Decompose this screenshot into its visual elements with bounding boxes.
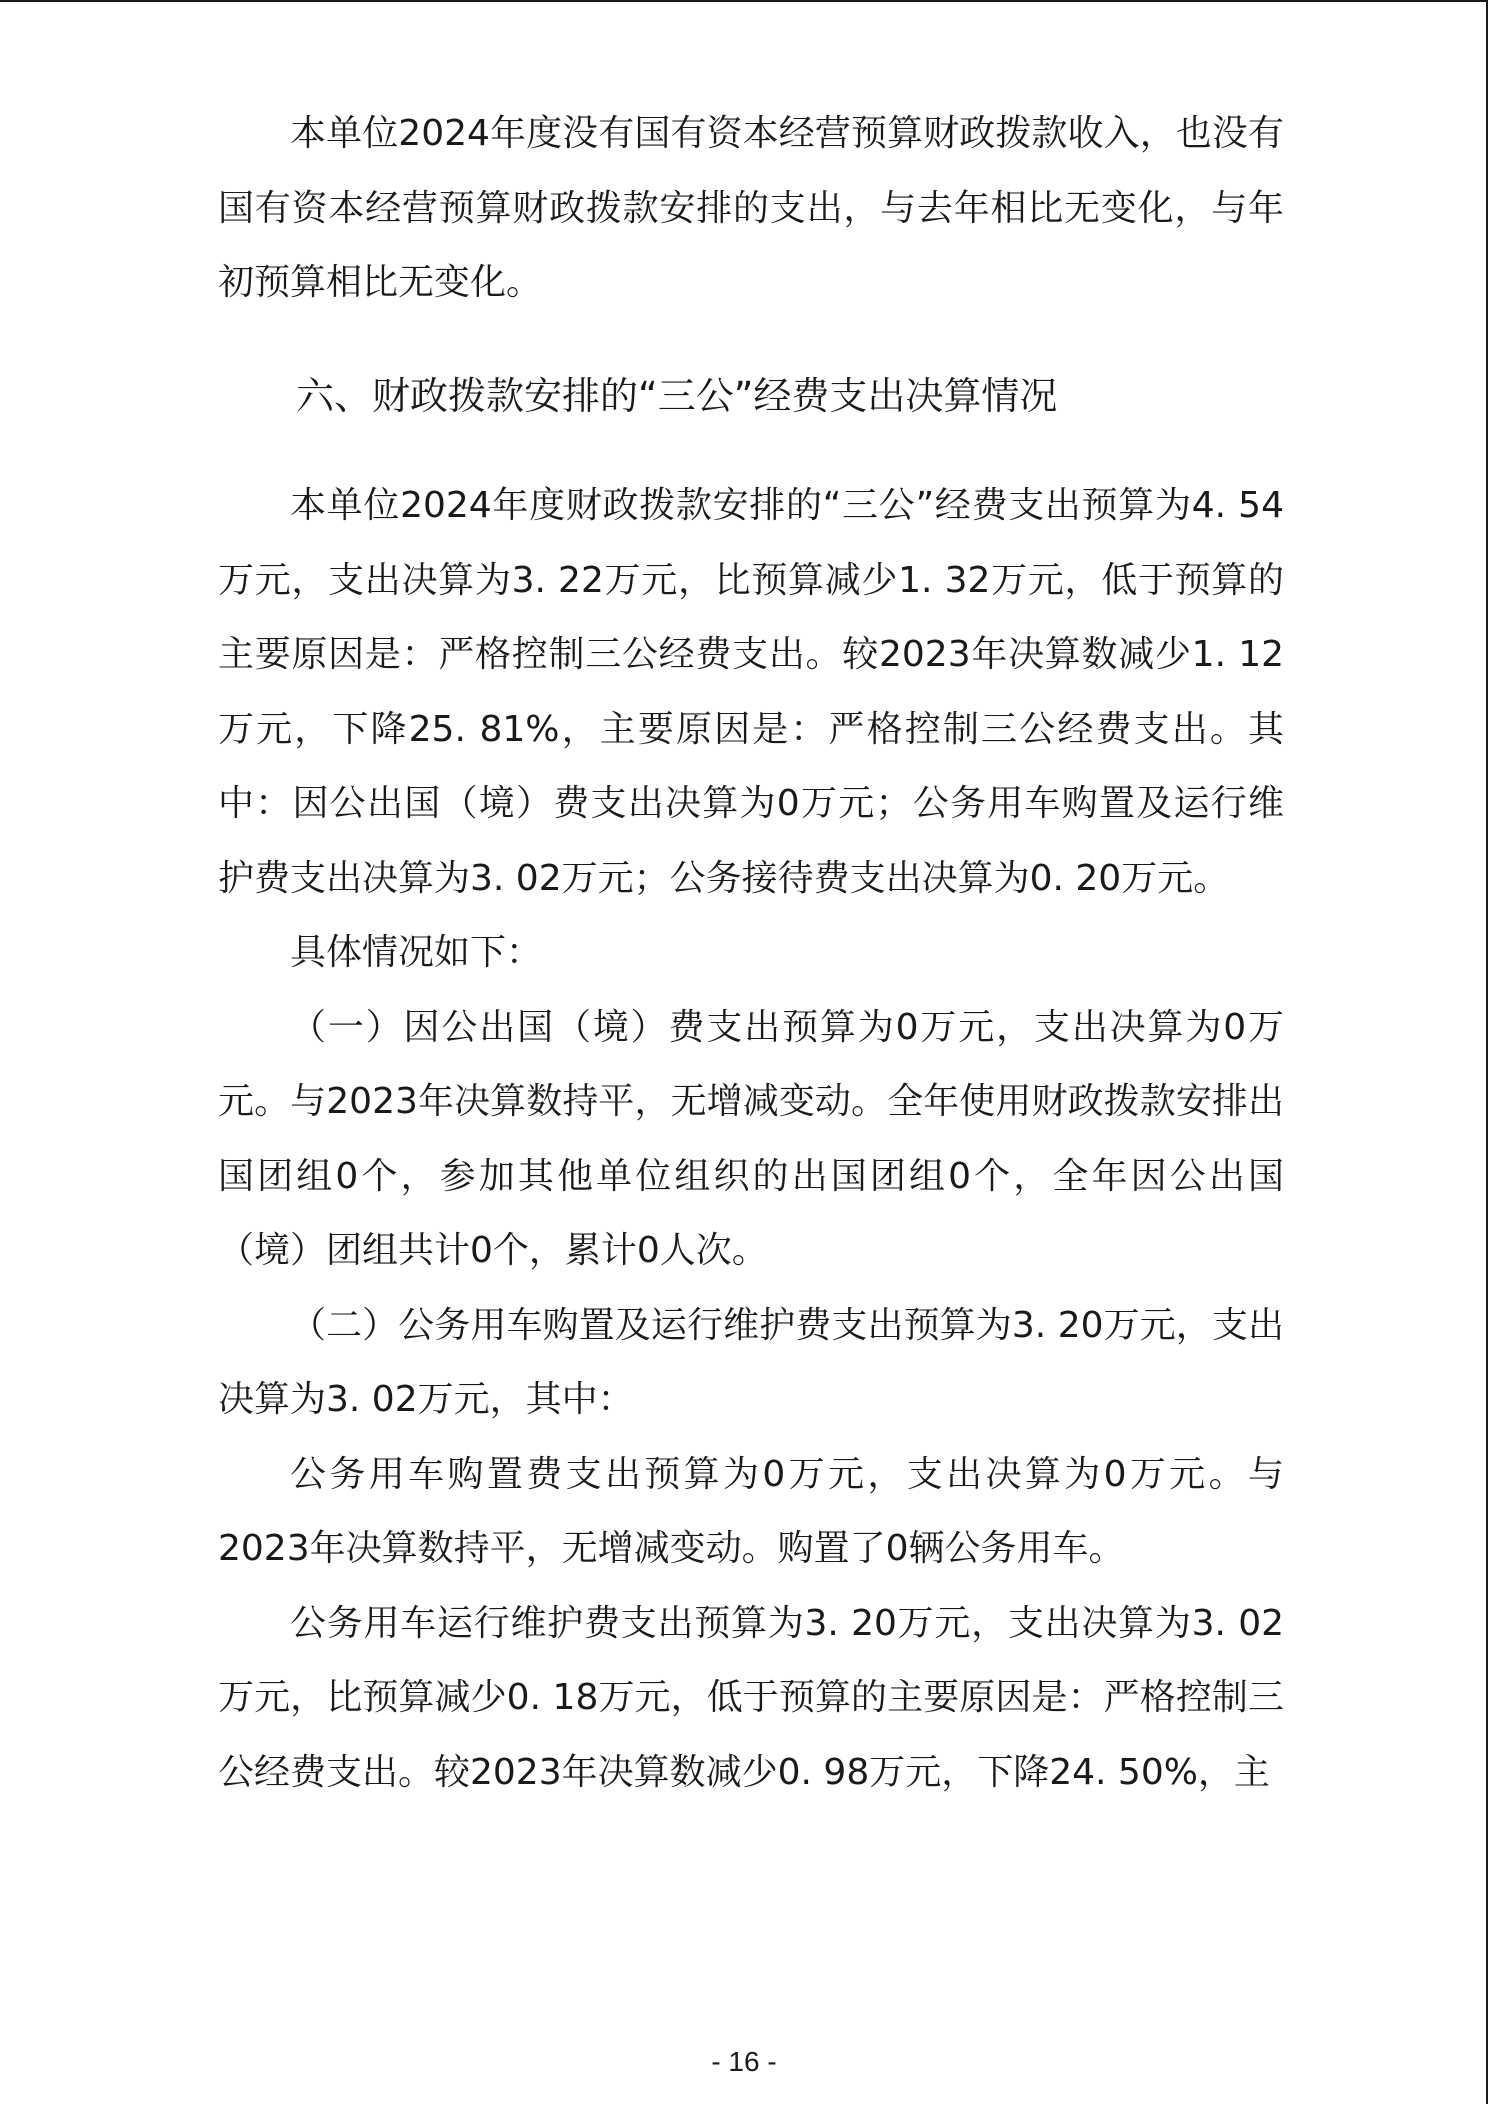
paragraph-vehicle-operation: 公务用车运行维护费支出预算为3. 20万元，支出决算为3. 02万元，比预算减少0. 18万元，低于预算的主要原因是：严格控制三公经费支出。较2023年决算数减少0. 98万元，下降24. 50%，主 bbox=[218, 1602, 1284, 1793]
section-heading: 六、财政拨款安排的“三公”经费支出决算情况 bbox=[296, 373, 1058, 418]
document-body bbox=[218, 97, 1284, 1810]
paragraph-overseas-travel: （一）因公出国（境）费支出预算为0万元，支出决算为0万元。与2023年决算数持平，无增减变动。全年使用财政拨款安排出国团组0个，参加其他单位组织的出国团组0个，全年因公出国（境）团组共计0个，累计0人次。 bbox=[218, 1006, 1284, 1271]
paragraph-details-intro: 具体情况如下： bbox=[290, 932, 543, 973]
paragraph-vehicle-purchase: 公务用车购置费支出预算为0万元，支出决算为0万元。与2023年决算数持平，无增减变动。购置了0辆公务用车。 bbox=[218, 1453, 1284, 1569]
paragraph-three-public-summary: 本单位2024年度财政拨款安排的“三公”经费支出预算为4. 54万元，支出决算为3. 22万元，比预算减少1. 32万元，低于预算的主要原因是：严格控制三公经费支出。较2023年决算数减少1. 12万元，下降25. 81%，主要原因是：严格控制三公经费支出。其中：因公出国（境）费支出决算为0万元；公务用车购置及运行维护费支出决算为3. 02万元；公务接待费支出决算为0. 20万元。 bbox=[218, 485, 1284, 899]
page-number: - 16 - bbox=[711, 2046, 777, 2077]
paragraph-vehicle-total: （二）公务用车购置及运行维护费支出预算为3. 20万元，支出决算为3. 02万元，其中： bbox=[218, 1304, 1284, 1420]
paragraph-state-capital-budget: 本单位2024年度没有国有资本经营预算财政拨款收入，也没有国有资本经营预算财政拨款安排的支出，与去年相比无变化，与年初预算相比无变化。 bbox=[218, 113, 1284, 303]
